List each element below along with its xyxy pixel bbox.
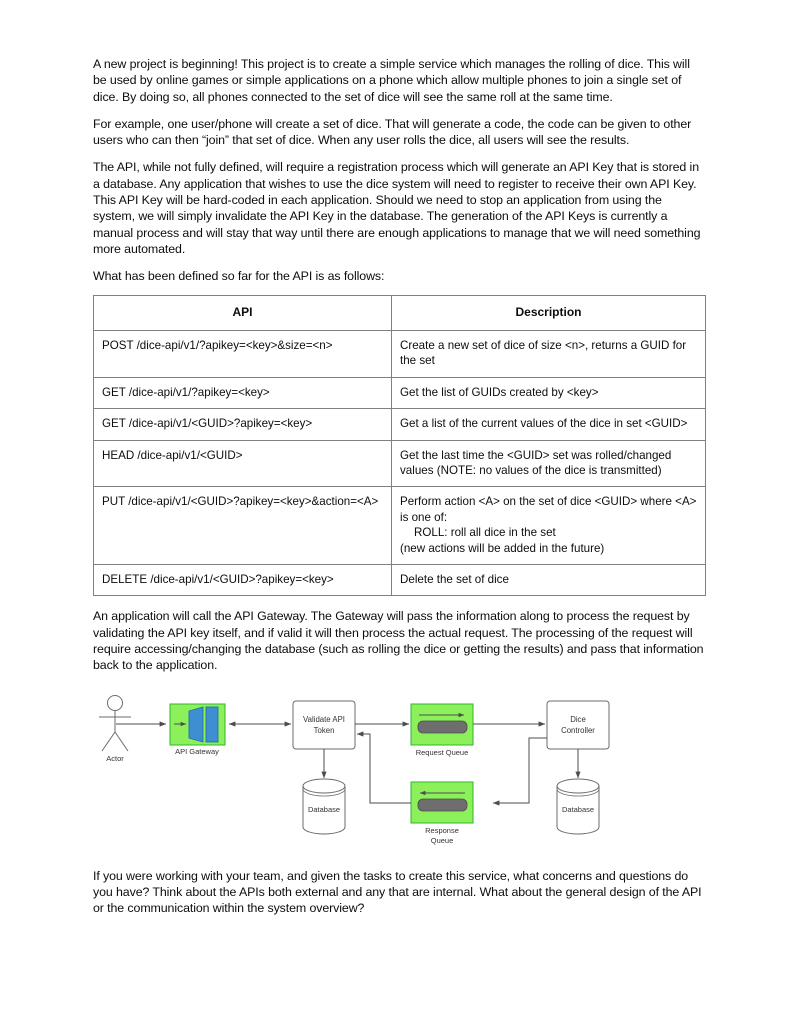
validate-api-token-label-line2: Token — [313, 725, 335, 735]
document-content — [93, 56, 705, 928]
table-row — [94, 487, 706, 565]
diagram-node-request-queue — [411, 704, 473, 757]
diagram-node-actor — [99, 695, 131, 763]
description-line: Perform action <A> on the set of dice <GUID> where <A> is one of: — [400, 495, 697, 524]
table-row — [94, 409, 706, 440]
paragraph-closing: If you were working with your team, and given the tasks to create this service, what concerns and questions do you have? Think about the APIs both external and any that are internal. What about the general design of the API or the communication within the system overview? — [93, 868, 702, 916]
table-cell-api: GET /dice-api/v1/?apikey=<key> — [94, 377, 392, 408]
table-cell-description — [392, 330, 706, 377]
api-definition-table — [93, 295, 706, 597]
description-line: Delete the set of dice — [400, 573, 509, 587]
table-header-row — [94, 295, 706, 330]
response-queue-label-line1: Response — [425, 825, 459, 835]
table-cell-description — [392, 409, 706, 440]
actor-label: Actor — [106, 753, 124, 763]
paragraph-intro: A new project is beginning! This project is to create a simple service which manages the rolling of dice. This will be used by online games or simple applications on a phone which allow multiple phones to join a single set of dice. By doing so, all phones connected to the set of dice will see the same roll at the same time. — [93, 57, 690, 104]
table-row — [94, 440, 706, 487]
diagram-node-api-gateway — [170, 704, 225, 756]
table-row — [94, 330, 706, 377]
description-line: Create a new set of dice of size <n>, returns a GUID for the set — [400, 338, 687, 368]
paragraph-defined-so-far: What has been defined so far for the API is as follows: — [93, 269, 385, 284]
table-cell-description — [392, 487, 706, 565]
dice-controller-label-line2: Controller — [561, 725, 595, 735]
description-line: ROLL: roll all dice in the set — [414, 526, 556, 540]
table-cell-api: HEAD /dice-api/v1/<GUID> — [94, 440, 392, 487]
diagram-node-dice-controller — [547, 701, 609, 749]
edge-controller-to-response-queue — [493, 738, 547, 803]
paragraph-example: For example, one user/phone will create a set of dice. That will generate a code, the code can be given to other users who can then “join” that set of dice. When any user rolls the dice, all users will see the results. — [93, 116, 692, 148]
table-row — [94, 565, 706, 596]
auth-database-label: Database — [307, 804, 341, 814]
description-line: Get the list of GUIDs created by <key> — [400, 385, 599, 399]
diagram-node-dice-database — [557, 779, 599, 834]
table-cell-api: DELETE /dice-api/v1/<GUID>?apikey=<key> — [94, 565, 392, 596]
response-queue-label-line2: Queue — [430, 835, 454, 845]
table-cell-description — [392, 377, 706, 408]
description-line: Get a list of the current values of the dice in set <GUID> — [400, 417, 688, 431]
table-cell-api: GET /dice-api/v1/<GUID>?apikey=<key> — [94, 409, 392, 440]
description-line: Get the last time the <GUID> set was rolled/changed values (NOTE: no values of the dice is transmitted) — [400, 448, 672, 477]
table-header-description: Description — [392, 295, 706, 330]
table-cell-api: POST /dice-api/v1/?apikey=<key>&size=<n> — [94, 330, 392, 377]
table-cell-api: PUT /dice-api/v1/<GUID>?apikey=<key>&action=<A> — [94, 487, 392, 565]
paragraph-gateway-flow: An application will call the API Gateway. The Gateway will pass the information along to process the request by validating the API key itself, and if valid it will then process the actual request. The processing of the request will require accessing/changing the database (such as rolling the dice or getting the results) and pass that information back to the application. — [93, 609, 704, 673]
dice-controller-label-line1: Dice — [570, 714, 586, 724]
diagram-node-auth-database — [303, 779, 345, 834]
table-cell-description — [392, 440, 706, 487]
diagram-node-validate-api-token — [293, 701, 355, 749]
dice-database-label: Database — [561, 804, 595, 814]
table-header-api: API — [94, 295, 392, 330]
api-gateway-label: API Gateway — [175, 746, 219, 756]
table-row — [94, 377, 706, 408]
description-line: (new actions will be added in the future) — [400, 541, 605, 555]
edge-response-queue-to-validate — [357, 734, 411, 803]
paragraph-api-key: The API, while not fully defined, will require a registration process which will generate an API Key that is stored in a database. Any application that wishes to use the dice system will need to register to receive their own API Key. This API Key will be hard-coded in each application. Should we need to stop an application from using the system, we will simply invalidate the API Key in the database. The generation of the API Keys is currently a manual process and will stay that way until there are enough applications to manage that we will need something more automated. — [93, 160, 701, 256]
table-cell-description — [392, 565, 706, 596]
validate-api-token-label-line1: Validate API — [303, 714, 345, 724]
system-overview-diagram — [93, 690, 705, 850]
diagram-node-response-queue — [411, 782, 473, 845]
request-queue-label: Request Queue — [415, 747, 469, 757]
